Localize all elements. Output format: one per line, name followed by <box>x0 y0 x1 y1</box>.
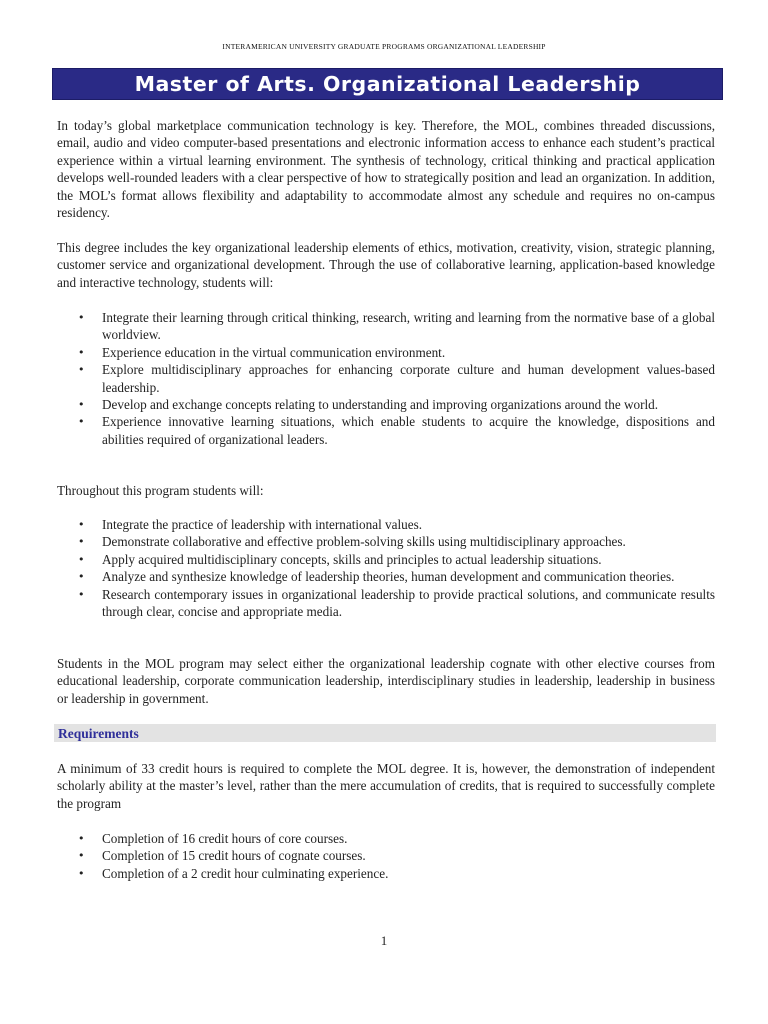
throughout-intro: Throughout this program students will: <box>57 483 264 498</box>
bullet-icon: • <box>78 587 85 601</box>
bullet-icon: • <box>78 535 85 549</box>
bullet-icon: • <box>78 518 85 531</box>
running-header: INTERAMERICAN UNIVERSITY GRADUATE PROGRAMS ORGANIZATIONAL LEADERSHIP <box>222 42 546 51</box>
list-item <box>57 309 715 344</box>
title-banner <box>52 68 723 100</box>
list-item-text: Explore multidisciplinary approaches for enhancing corporate culture and human development values-based leadership. <box>102 362 715 395</box>
learning-outcomes-list <box>57 309 715 448</box>
bullet-icon: • <box>78 398 85 412</box>
list-item <box>57 413 715 448</box>
list-item <box>57 361 715 396</box>
list-item-text: Research contemporary issues in organizational leadership to provide practical solutions, and communicate results through clear, concise and appropriate media. <box>102 586 715 620</box>
degree-elements-paragraph: This degree includes the key organizational leadership elements of ethics, motivation, creativity, vision, strategic planning, customer service and organizational development. Through the use of collaborative learning, application-based knowledge and interactive technology, students will: <box>57 240 715 290</box>
list-item <box>57 586 715 621</box>
list-item <box>57 344 715 361</box>
bullet-icon: • <box>78 570 85 584</box>
list-item-text: Integrate their learning through critical thinking, research, writing and learning from the normative base of a global worldview. <box>102 310 715 343</box>
list-item-text: Experience education in the virtual communication environment. <box>102 344 446 360</box>
list-item-text: Integrate the practice of leadership with international values. <box>102 517 423 532</box>
bullet-icon: • <box>78 552 85 566</box>
intro-paragraph: In today’s global marketplace communication technology is key. Therefore, the MOL, combines threaded discussions, email, audio and video computer-based presentations and electronic information access to enhance each student’s practical experience within a virtual learning environment. The synthesis of technology, critical thinking and practical application develops well-rounded leaders with a clear perspective of how to strategically position and lead an organization. In addition, the MOL’s format allows flexibility and adaptability to accommodate almost any schedule and requires no on-campus residency. <box>57 118 715 221</box>
list-item <box>57 568 715 585</box>
list-item-text: Completion of 16 credit hours of core courses. <box>102 831 348 846</box>
list-item-text: Demonstrate collaborative and effective problem-solving skills using multidisciplinary approaches. <box>102 534 626 550</box>
list-item <box>57 830 715 847</box>
bullet-icon: • <box>78 363 85 377</box>
list-item <box>57 396 715 413</box>
list-item-text: Experience innovative learning situations, which enable students to acquire the knowledge, dispositions and abilities required of organizational leaders. <box>102 414 715 447</box>
requirements-heading: Requirements <box>58 726 139 741</box>
list-item <box>57 533 715 550</box>
list-item <box>57 551 715 568</box>
bullet-icon: • <box>78 832 85 845</box>
list-item <box>57 516 715 533</box>
bullet-icon: • <box>78 866 85 880</box>
page-number: 1 <box>380 933 388 948</box>
list-item-text: Apply acquired multidisciplinary concepts, skills and principles to actual leadership situations. <box>102 551 602 567</box>
list-item-text: Analyze and synthesize knowledge of leadership theories, human development and communication theories. <box>102 569 675 585</box>
requirements-list <box>57 830 715 882</box>
bullet-icon: • <box>78 311 85 324</box>
cognate-paragraph: Students in the MOL program may select either the organizational leadership cognate with other elective courses from educational leadership, corporate communication leadership, interdisciplinary studies in leadership, leadership in business or leadership in government. <box>57 656 715 706</box>
list-item <box>57 865 715 882</box>
bullet-icon: • <box>78 415 85 429</box>
list-item-text: Completion of 15 credit hours of cognate courses. <box>102 848 366 864</box>
page-title: Master of Arts. Organizational Leadership <box>134 72 641 96</box>
list-item-text: Develop and exchange concepts relating to understanding and improving organizations around the world. <box>102 397 659 413</box>
bullet-icon: • <box>78 849 85 863</box>
program-outcomes-list <box>57 516 715 620</box>
requirements-paragraph: A minimum of 33 credit hours is required to complete the MOL degree. It is, however, the demonstration of independent scholarly ability at the master’s level, rather than the mere accumulation of credits, that is required to successfully complete the program <box>57 761 715 811</box>
requirements-section-bar <box>54 724 716 742</box>
list-item <box>57 847 715 864</box>
bullet-icon: • <box>78 345 85 359</box>
list-item-text: Completion of a 2 credit hour culminating experience. <box>102 865 389 881</box>
